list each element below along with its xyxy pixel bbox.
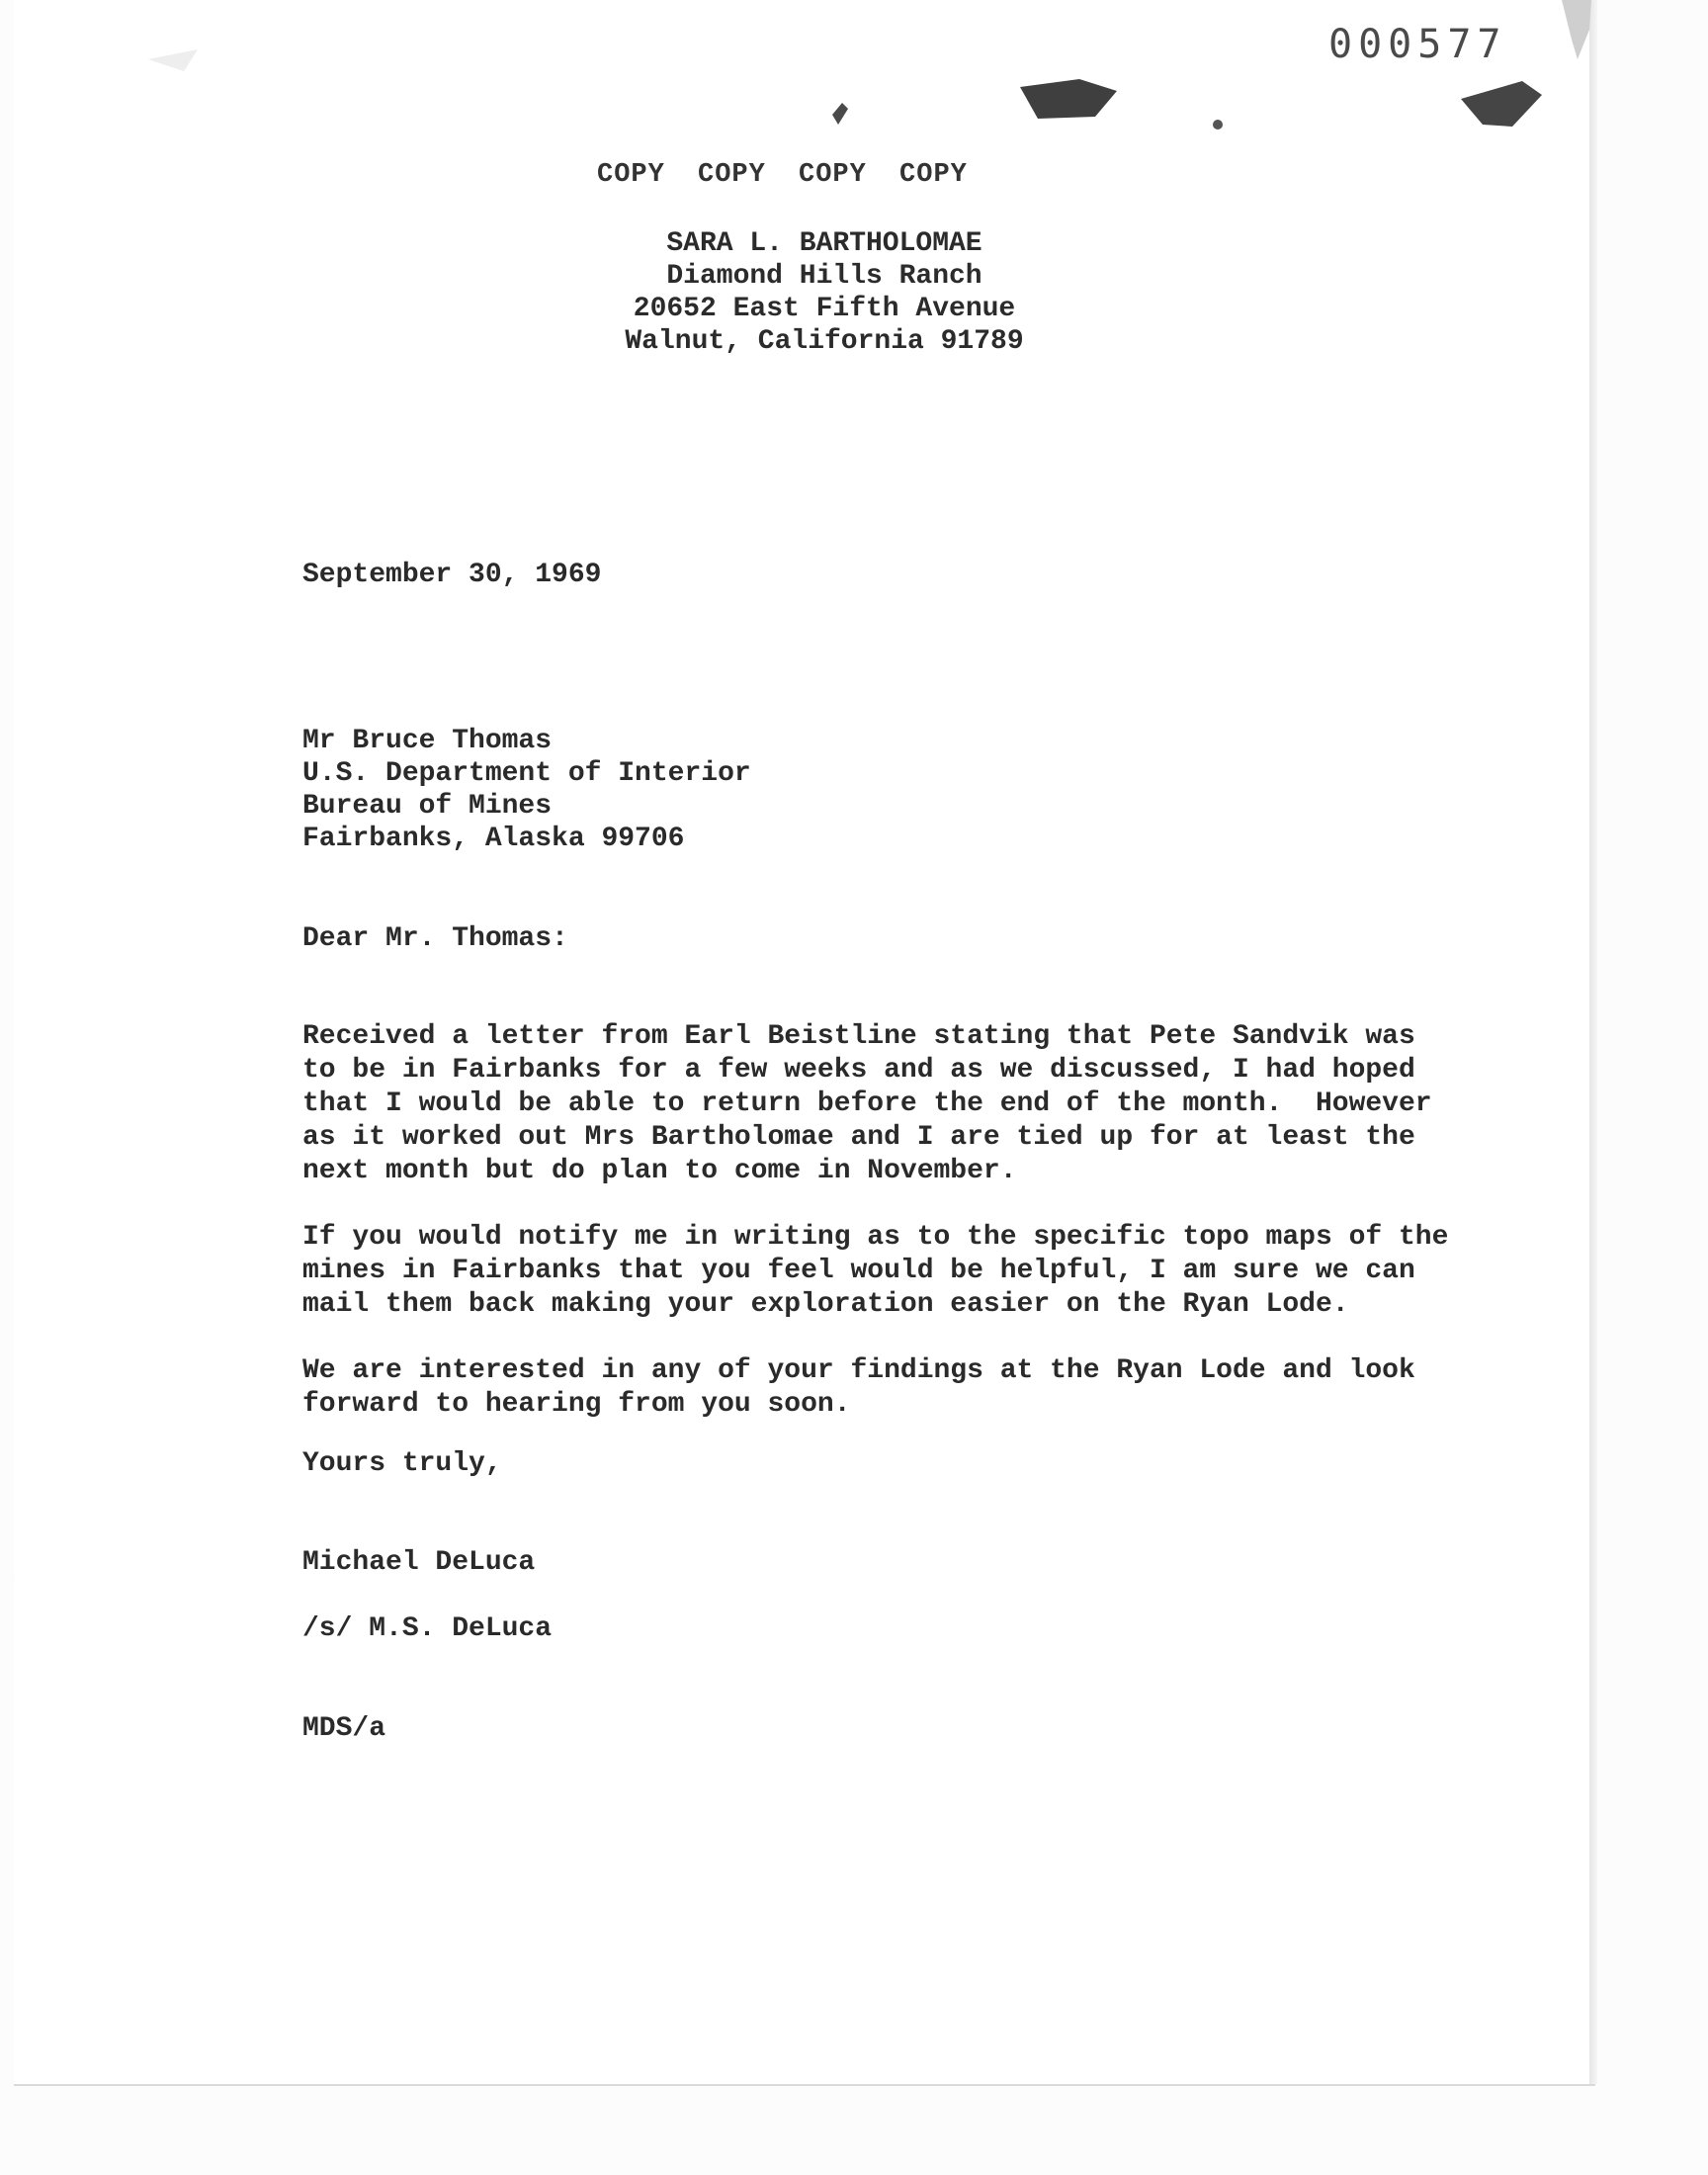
letterhead — [0, 227, 1649, 358]
signer-name: Michael DeLuca — [302, 1547, 536, 1578]
paragraph-line: forward to hearing from you soon. — [302, 1389, 851, 1420]
typist-initials: MDS/a — [302, 1713, 386, 1744]
document-stamp-number: 000577 — [1328, 22, 1507, 67]
letter-date: September 30, 1969 — [302, 560, 602, 590]
recipient-bureau: Bureau of Mines — [302, 791, 553, 822]
letterhead-street: 20652 East Fifth Avenue — [633, 294, 1016, 324]
paragraph-line: mines in Fairbanks that you feel would be helpful, I am sure we can — [302, 1256, 1415, 1286]
letterhead-city: Walnut, California 91789 — [625, 326, 1024, 357]
paragraph-line: that I would be able to return before the end of the month. However — [302, 1088, 1432, 1119]
signature-line: /s/ M.S. DeLuca — [302, 1613, 553, 1644]
paragraph-line: Received a letter from Earl Beistline stating that Pete Sandvik was — [302, 1021, 1415, 1052]
paragraph-line: If you would notify me in writing as to the specific topo maps of the — [302, 1222, 1449, 1253]
letter-body — [302, 1020, 1449, 1454]
paragraph — [302, 1221, 1449, 1322]
recipient-address — [302, 725, 751, 855]
letterhead-ranch: Diamond Hills Ranch — [666, 261, 982, 292]
paragraph — [302, 1354, 1449, 1422]
closing: Yours truly, — [302, 1448, 502, 1479]
recipient-name: Mr Bruce Thomas — [302, 726, 553, 756]
recipient-city: Fairbanks, Alaska 99706 — [302, 824, 685, 854]
salutation: Dear Mr. Thomas: — [302, 923, 568, 954]
recipient-department: U.S. Department of Interior — [302, 758, 751, 789]
copy-marks: COPY COPY COPY COPY — [597, 160, 968, 190]
paragraph — [302, 1020, 1449, 1188]
paragraph-line: next month but do plan to come in November. — [302, 1156, 1017, 1186]
paragraph-line: as it worked out Mrs Bartholomae and I are tied up for at least the — [302, 1122, 1415, 1153]
paragraph-line: mail them back making your exploration easier on the Ryan Lode. — [302, 1289, 1349, 1320]
letterhead-name: SARA L. BARTHOLOMAE — [666, 228, 982, 259]
paragraph-line: to be in Fairbanks for a few weeks and as we discussed, I had hoped — [302, 1055, 1415, 1086]
paragraph-line: We are interested in any of your findings at the Ryan Lode and look — [302, 1355, 1415, 1386]
